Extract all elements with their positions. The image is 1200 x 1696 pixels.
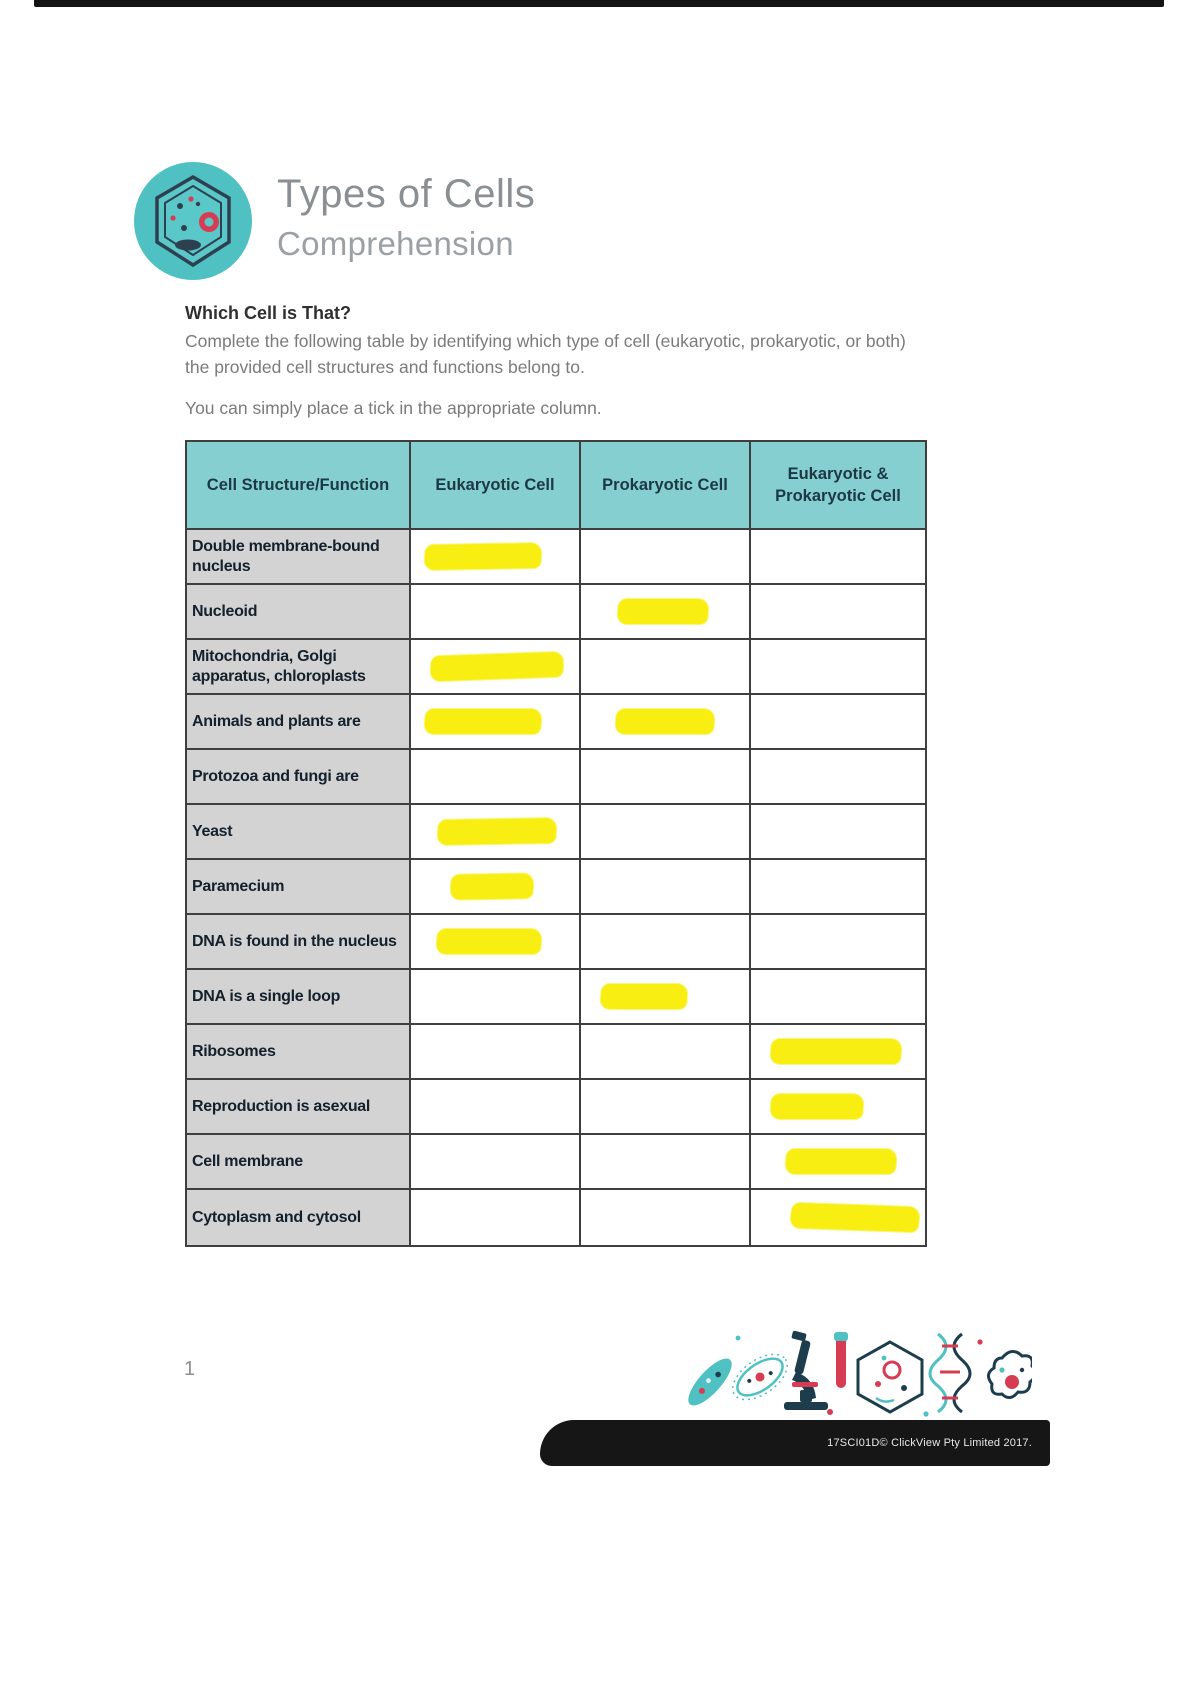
answer-cell-col2[interactable] <box>581 1025 751 1080</box>
instructions-text: Complete the following table by identifying which type of cell (eukaryotic, prokaryotic, or both) the provided cell structures and functions belong to. <box>185 331 906 378</box>
row-label: Paramecium <box>187 860 411 915</box>
table-row <box>187 530 925 585</box>
answer-cell-col2[interactable] <box>581 915 751 970</box>
highlight-mark <box>790 1203 920 1232</box>
answer-cell-col3[interactable] <box>751 1135 925 1190</box>
title-block <box>277 172 535 263</box>
answer-cell-col3[interactable] <box>751 970 925 1025</box>
highlight-mark <box>785 1149 897 1174</box>
answer-cell-col2[interactable] <box>581 530 751 585</box>
cells-table <box>185 440 927 1247</box>
answer-cell-col2[interactable] <box>581 640 751 695</box>
page-top-edge <box>34 0 1164 7</box>
page-number: 1 <box>184 1358 196 1380</box>
header-cell-structure-function: Cell Structure/Function <box>187 442 411 530</box>
table-row <box>187 695 925 750</box>
answer-cell-col2[interactable] <box>581 805 751 860</box>
table-row <box>187 585 925 640</box>
row-label: Cell membrane <box>187 1135 411 1190</box>
answer-cell-col1[interactable] <box>411 750 581 805</box>
answer-cell-col2[interactable] <box>581 695 751 750</box>
highlight-mark <box>600 984 688 1009</box>
answer-cell-col3[interactable] <box>751 585 925 640</box>
highlight-mark <box>437 818 556 845</box>
answer-cell-col2[interactable] <box>581 1190 751 1245</box>
answer-cell-col1[interactable] <box>411 640 581 695</box>
answer-cell-col2[interactable] <box>581 1080 751 1135</box>
page-title: Types of Cells <box>277 172 536 216</box>
table-row <box>187 860 925 915</box>
table-body <box>187 530 925 1245</box>
row-label: Nucleoid <box>187 585 411 640</box>
row-label: DNA is found in the nucleus <box>187 915 411 970</box>
table-row <box>187 1135 925 1190</box>
answer-cell-col1[interactable] <box>411 805 581 860</box>
answer-cell-col1[interactable] <box>411 860 581 915</box>
footer-bar <box>540 1420 1050 1466</box>
answer-cell-col2[interactable] <box>581 1135 751 1190</box>
answer-cell-col3[interactable] <box>751 915 925 970</box>
answer-cell-col3[interactable] <box>751 530 925 585</box>
row-label: Ribosomes <box>187 1025 411 1080</box>
highlight-mark <box>424 709 542 734</box>
answer-cell-col2[interactable] <box>581 860 751 915</box>
row-label: Mitochondria, Golgi apparatus, chloroplasts <box>187 640 411 695</box>
row-label: DNA is a single loop <box>187 970 411 1025</box>
table-row <box>187 640 925 695</box>
answer-cell-col3[interactable] <box>751 860 925 915</box>
highlight-mark <box>617 599 709 624</box>
answer-cell-col1[interactable] <box>411 1025 581 1080</box>
header-prokaryotic: Prokaryotic Cell <box>581 442 751 530</box>
answer-cell-col1[interactable] <box>411 585 581 640</box>
table-row <box>187 1080 925 1135</box>
answer-cell-col3[interactable] <box>751 695 925 750</box>
answer-cell-col1[interactable] <box>411 970 581 1025</box>
table-row <box>187 1190 925 1245</box>
section-heading: Which Cell is That? <box>185 303 352 323</box>
cell-logo-icon <box>132 160 254 282</box>
answer-cell-col1[interactable] <box>411 530 581 585</box>
answer-cell-col3[interactable] <box>751 750 925 805</box>
table-row <box>187 805 925 860</box>
row-label: Double membrane-bound nucleus <box>187 530 411 585</box>
highlight-mark <box>424 543 541 570</box>
row-label: Protozoa and fungi are <box>187 750 411 805</box>
answer-cell-col3[interactable] <box>751 805 925 860</box>
highlight-mark <box>430 652 563 682</box>
header-eukaryotic: Eukaryotic Cell <box>411 442 581 530</box>
answer-cell-col3[interactable] <box>751 1025 925 1080</box>
row-label: Reproduction is asexual <box>187 1080 411 1135</box>
page-subtitle: Comprehension <box>277 225 514 262</box>
note-text: You can simply place a tick in the appropriate column. <box>185 398 602 418</box>
row-label: Yeast <box>187 805 411 860</box>
highlight-mark <box>770 1039 902 1064</box>
row-label: Animals and plants are <box>187 695 411 750</box>
answer-cell-col1[interactable] <box>411 1190 581 1245</box>
answer-cell-col1[interactable] <box>411 1135 581 1190</box>
types-of-cells-logo <box>132 160 254 282</box>
table-header-row <box>187 442 925 530</box>
row-label: Cytoplasm and cytosol <box>187 1190 411 1245</box>
table-row <box>187 1025 925 1080</box>
highlight-mark <box>436 929 542 954</box>
answer-cell-col3[interactable] <box>751 1190 925 1245</box>
highlight-mark <box>770 1094 864 1119</box>
answer-cell-col2[interactable] <box>581 750 751 805</box>
table-row <box>187 750 925 805</box>
table-row <box>187 970 925 1025</box>
answer-cell-col1[interactable] <box>411 915 581 970</box>
answer-cell-col2[interactable] <box>581 585 751 640</box>
answer-cell-col1[interactable] <box>411 695 581 750</box>
table-row <box>187 915 925 970</box>
header-both: Eukaryotic & Prokaryotic Cell <box>751 442 925 530</box>
answer-cell-col2[interactable] <box>581 970 751 1025</box>
copyright-text: 17SCI01D© ClickView Pty Limited 2017. <box>827 1437 1032 1449</box>
answer-cell-col3[interactable] <box>751 640 925 695</box>
answer-cell-col1[interactable] <box>411 1080 581 1135</box>
highlight-mark <box>615 709 715 734</box>
answer-cell-col3[interactable] <box>751 1080 925 1135</box>
highlight-mark <box>450 873 533 899</box>
footer-science-illustration <box>680 1322 1032 1430</box>
